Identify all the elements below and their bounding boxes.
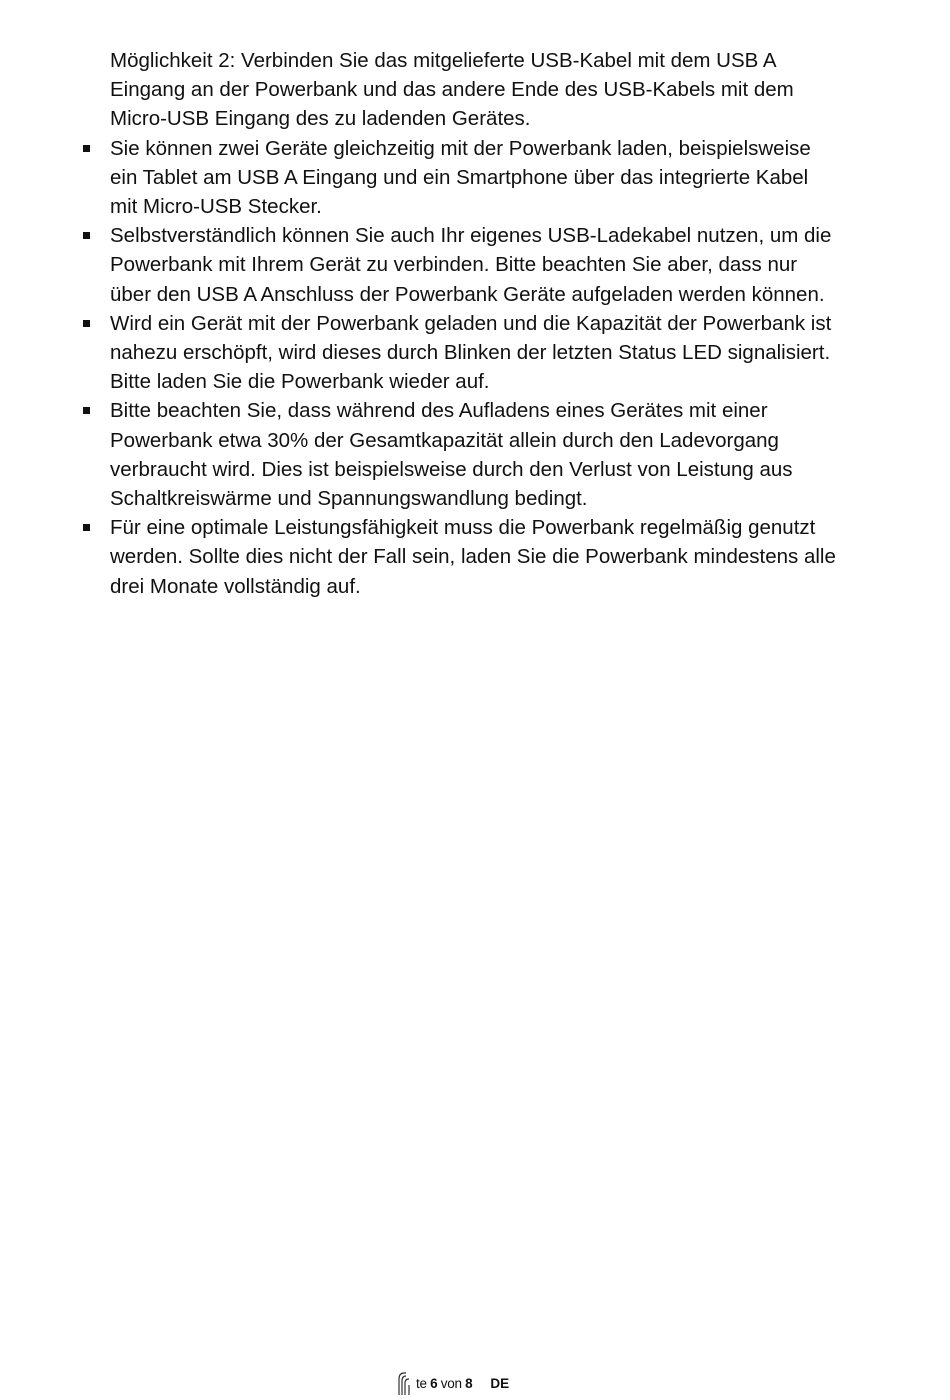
page-number — [416, 1376, 472, 1391]
document-body — [81, 46, 841, 601]
list-item — [81, 309, 841, 397]
list-item-text: Für eine optimale Leistungsfähigkeit muss die Powerbank regelmäßig genutzt werden. Sollte dies nicht der Fall sein, laden Sie die Powerbank mindestens alle drei Monate vollständig auf. — [110, 516, 836, 598]
list-item — [81, 513, 841, 601]
page-current: 6 — [430, 1375, 438, 1391]
list-item — [81, 396, 841, 513]
page-separator: von — [437, 1375, 466, 1391]
bullet-square-icon — [83, 320, 90, 327]
list-item — [81, 134, 841, 222]
lead-paragraph: Möglichkeit 2: Verbinden Sie das mitgelieferte USB-Kabel mit dem USB A Eingang an der Powerbank und das andere Ende des USB-Kabels mit dem Micro-USB Eingang des zu ladenden Gerätes. — [110, 49, 794, 131]
list-item-text: Wird ein Gerät mit der Powerbank geladen und die Kapazität der Powerbank ist nahezu erschöpft, wird dieses durch Blinken der letzten Status LED signalisiert. Bitte laden Sie die Powerbank wieder auf. — [110, 311, 832, 394]
list-item-text: Sie können zwei Geräte gleichzeitig mit der Powerbank laden, beispielsweise ein Tablet am USB A Eingang und ein Smartphone über das integrierte Kabel mit Micro-USB Stecker. — [110, 136, 811, 219]
bullet-square-icon — [83, 145, 90, 152]
page-footer — [396, 1370, 509, 1396]
language-code: DE — [490, 1375, 510, 1391]
bullet-square-icon — [83, 524, 90, 531]
list-item-text: Bitte beachten Sie, dass während des Aufladens eines Gerätes mit einer Powerbank etwa 30% der Gesamtkapazität allein durch den Ladevorgang verbraucht wird. Dies ist beispielsweise durch den Verlust von Leistung aus Schaltkreiswärme und Spannungswandlung bedingt. — [110, 399, 793, 511]
list-item-text: Selbstverständlich können Sie auch Ihr eigenes USB-Ladekabel nutzen, um die Powerbank mit Ihrem Gerät zu verbinden. Bitte beachten Sie aber, dass nur über den USB A Anschluss der Powerbank Geräte aufgeladen werden können. — [110, 224, 832, 306]
bullet-list — [81, 134, 841, 601]
bullet-square-icon — [83, 232, 90, 239]
page-prefix: te — [416, 1375, 431, 1391]
brand-logo-icon — [396, 1370, 414, 1396]
page-total: 8 — [465, 1375, 473, 1391]
bullet-square-icon — [83, 407, 90, 414]
list-item — [81, 221, 841, 309]
